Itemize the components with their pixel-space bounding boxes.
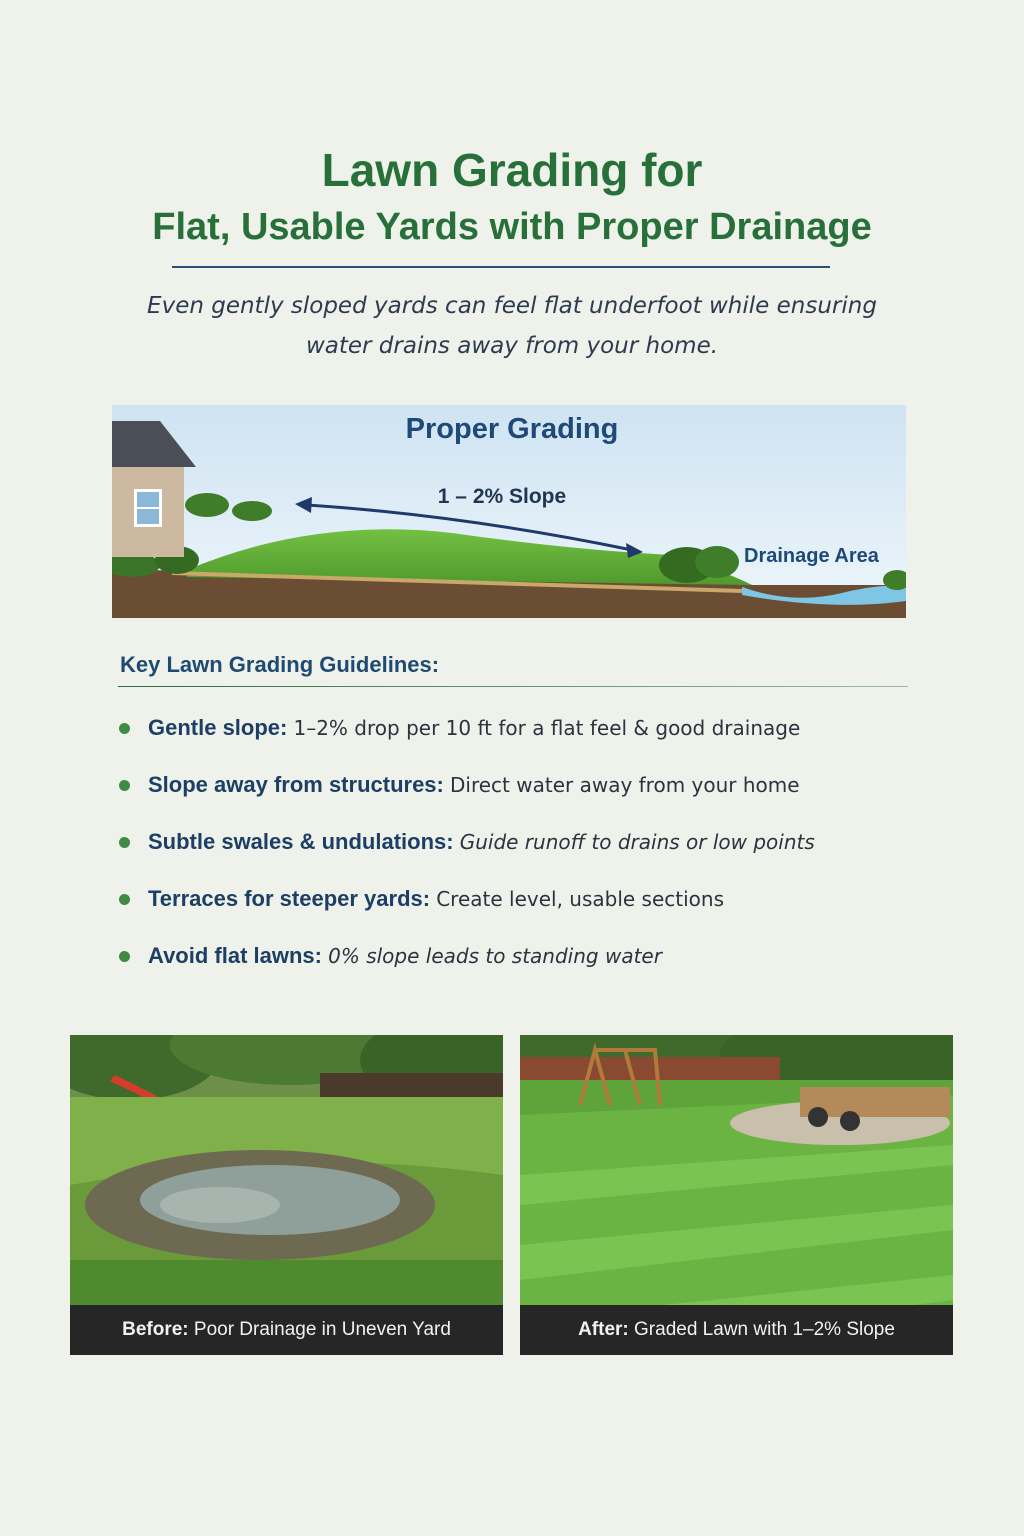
bullet-icon (119, 723, 130, 734)
before-caption (70, 1305, 503, 1355)
guideline-term: Avoid flat lawns: (148, 943, 322, 968)
guidelines-heading: Key Lawn Grading Guidelines: (120, 652, 440, 677)
guidelines-divider (118, 686, 908, 687)
guideline-desc: Create level, usable sections (436, 887, 725, 911)
bullet-icon (119, 780, 130, 791)
bullet-icon (119, 894, 130, 905)
intro-line-1: Even gently sloped yards can feel flat underfoot while ensuring (147, 293, 877, 319)
before-photo (70, 1035, 503, 1355)
guideline-desc: Direct water away from your home (450, 773, 800, 797)
guideline-desc: 0% slope leads to standing water (328, 944, 662, 968)
after-label: After: (578, 1319, 629, 1340)
page-title: Lawn Grading for (321, 144, 703, 196)
after-caption-text: Graded Lawn with 1–2% Slope (634, 1319, 895, 1340)
guideline-term: Subtle swales & undulations: (148, 829, 454, 854)
title-divider (172, 266, 830, 268)
slope-label: 1 – 2% Slope (437, 485, 567, 508)
bullet-icon (119, 951, 130, 962)
list-item (118, 765, 815, 822)
guidelines-list (118, 708, 815, 993)
guideline-desc: 1–2% drop per 10 ft for a flat feel & good drainage (293, 716, 801, 740)
drainage-label: Drainage Area (744, 545, 879, 567)
guideline-desc: Guide runoff to drains or low points (459, 830, 815, 854)
intro-text (140, 286, 884, 366)
list-item (118, 708, 815, 765)
after-caption (520, 1305, 953, 1355)
diagram-title: Proper Grading (405, 413, 619, 445)
intro-line-2: water drains away from your home. (305, 333, 719, 359)
page-subtitle-heading: Flat, Usable Yards with Proper Drainage (152, 206, 872, 248)
list-item (118, 879, 815, 936)
before-caption-text: Poor Drainage in Uneven Yard (193, 1319, 451, 1340)
bullet-icon (119, 837, 130, 848)
list-item (118, 936, 815, 993)
guideline-term: Slope away from structures: (148, 772, 444, 797)
list-item (118, 822, 815, 879)
after-photo (520, 1035, 953, 1355)
guideline-term: Terraces for steeper yards: (148, 886, 431, 911)
before-label: Before: (122, 1319, 189, 1340)
grading-diagram (112, 405, 906, 618)
guideline-term: Gentle slope: (148, 715, 288, 740)
